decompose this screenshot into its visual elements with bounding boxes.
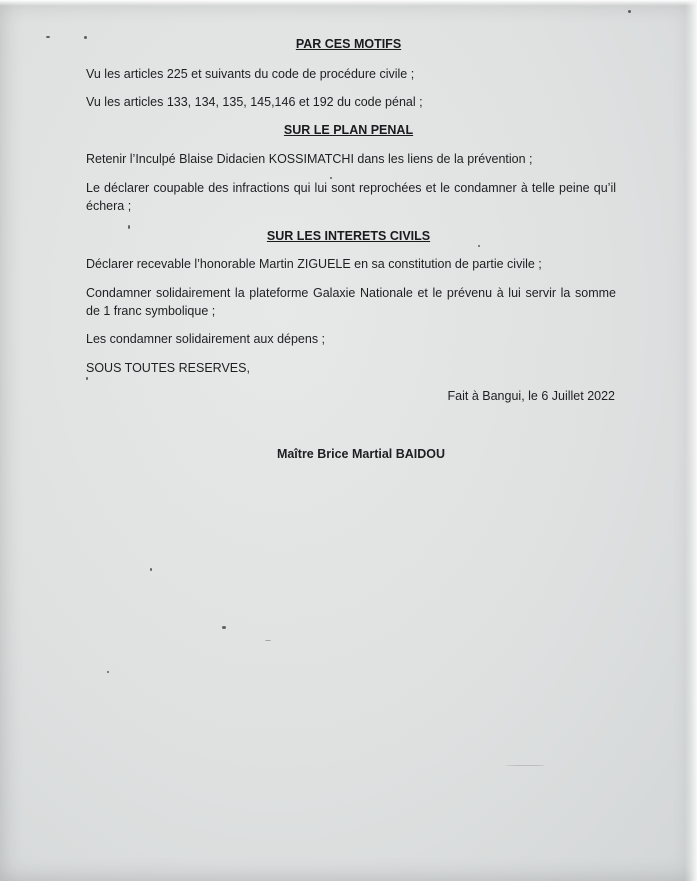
scan-speck bbox=[265, 640, 271, 641]
text-vu-articles-code-penal: Vu les articles 133, 134, 135, 145,146 et 192 du code pénal ; bbox=[86, 95, 423, 109]
page-edge-highlight bbox=[0, 0, 697, 6]
scan-speck bbox=[628, 10, 631, 13]
text-condamner-solidairement-plateforme: Condamner solidairement la plateforme Galaxie Nationale et le prévenu à lui servir la somme de 1 franc symbolique ; bbox=[86, 286, 616, 318]
text-declarer-recevable: Déclarer recevable l’honorable Martin ZIGUELE en sa constitution de partie civile ; bbox=[86, 257, 542, 271]
heading-sur-le-plan-penal: SUR LE PLAN PENAL bbox=[283, 123, 414, 137]
scan-speck bbox=[478, 245, 480, 247]
scan-speck bbox=[128, 225, 130, 229]
scan-speck bbox=[46, 36, 50, 38]
scan-speck bbox=[505, 765, 545, 766]
text-declarer-coupable: Le déclarer coupable des infractions qui lui sont reprochées et le condamner à telle peine qu’il échera ; bbox=[86, 181, 616, 213]
scan-speck bbox=[86, 377, 88, 380]
scan-speck bbox=[107, 671, 109, 673]
signatory-name: Maître Brice Martial BAIDOU bbox=[276, 447, 446, 461]
text-condamner-aux-depens: Les condamner solidairement aux dépens ; bbox=[86, 332, 326, 346]
scan-speck bbox=[222, 626, 226, 629]
scan-speck bbox=[150, 568, 152, 571]
text-retenir-inculpe: Retenir l’Inculpé Blaise Didacien KOSSIMATCHI dans les liens de la prévention ; bbox=[86, 152, 533, 166]
scan-speck bbox=[84, 36, 87, 39]
heading-sur-les-interets-civils: SUR LES INTERETS CIVILS bbox=[266, 229, 431, 243]
text-sous-toutes-reserves: SOUS TOUTES RESERVES, bbox=[86, 361, 250, 375]
scan-speck bbox=[330, 177, 332, 179]
text-vu-articles-procedure-civile: Vu les articles 225 et suivants du code de procédure civile ; bbox=[86, 67, 415, 81]
text-lieu-et-date: Fait à Bangui, le 6 Juillet 2022 bbox=[447, 389, 615, 403]
heading-par-ces-motifs: PAR CES MOTIFS bbox=[295, 37, 402, 51]
